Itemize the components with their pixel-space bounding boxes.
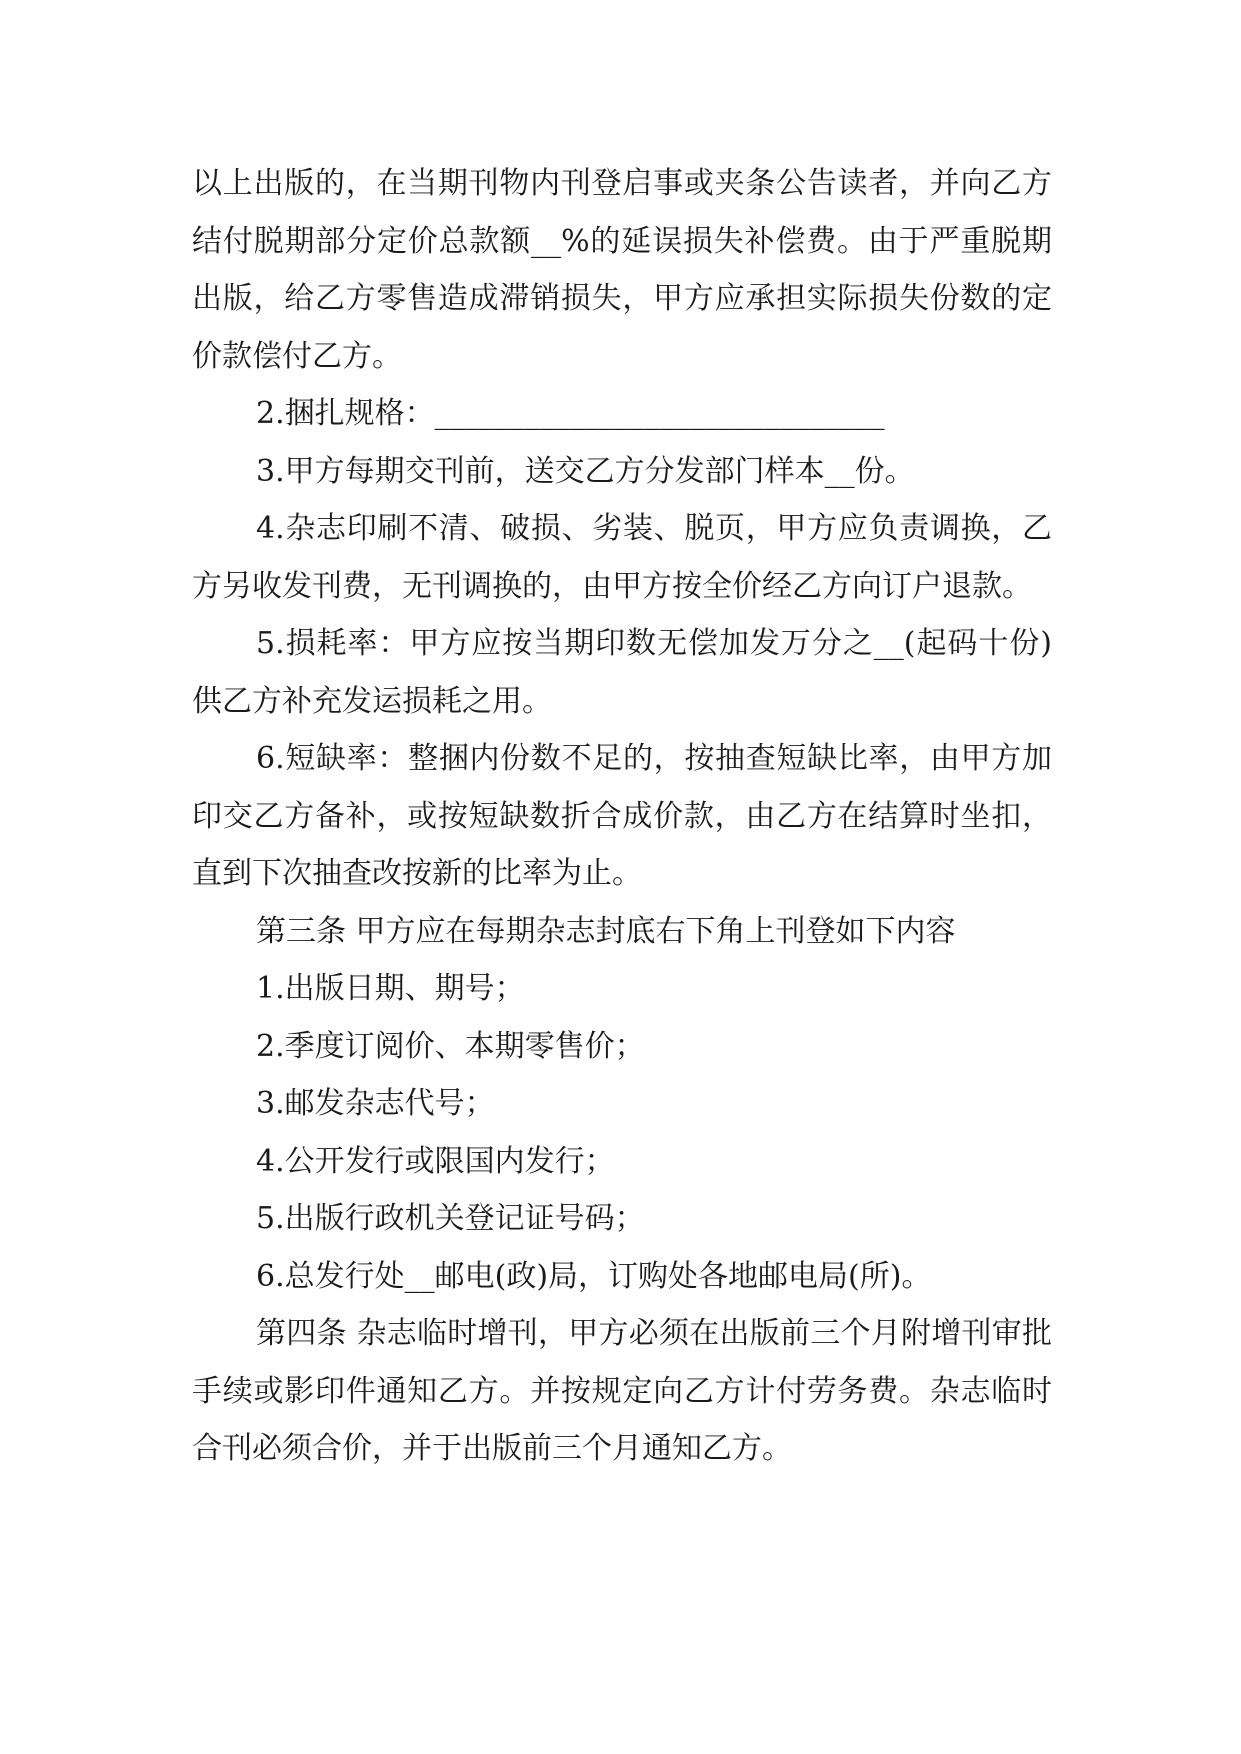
paragraph-bundling-spec: 2.捆扎规格：______________________________ (256, 396, 885, 431)
paragraph-loss-rate: 5.损耗率：甲方应按当期印数无偿加发万分之__(起码十份)供乙方补充发运损耗之用。 (192, 626, 1052, 719)
document-body (192, 155, 1052, 1478)
article-3-item-4: 4.公开发行或限国内发行； (256, 1143, 615, 1179)
article-3-item-1: 1.出版日期、期号； (256, 971, 525, 1006)
article-3-item-3: 3.邮发杂志代号； (256, 1086, 495, 1121)
paragraph-shortage-rate: 6.短缺率：整捆内份数不足的，按抽查短缺比率，由甲方加印交乙方备补，或按短缺数折合成价款，由乙方在结算时坐扣，直到下次抽查改按新的比率为止。 (192, 741, 1052, 891)
paragraph-delay-compensation: 以上出版的，在当期刊物内刊登启事或夹条公告读者，并向乙方结付脱期部分定价总款额__%的延误损失补偿费。由于严重脱期出版，给乙方零售造成滞销损失，甲方应承担实际损失份数的定价款偿付乙方。 (192, 166, 1052, 374)
article-3-item-6: 6.总发行处__邮电(政)局，订购处各地邮电局(所)。 (256, 1258, 932, 1294)
paragraph-defect-exchange: 4.杂志印刷不清、破损、劣装、脱页，甲方应负责调换，乙方另收发刊费，无刊调换的，由甲方按全价经乙方向订户退款。 (192, 511, 1052, 604)
article-3-item-2: 2.季度订阅价、本期零售价； (256, 1028, 645, 1064)
article-3-heading: 第三条 甲方应在每期杂志封底右下角上刊登如下内容 (256, 913, 956, 949)
paragraph-sample-copies: 3.甲方每期交刊前，送交乙方分发部门样本__份。 (256, 453, 915, 489)
article-3-item-5: 5.出版行政机关登记证号码； (256, 1201, 645, 1236)
article-4-paragraph: 第四条 杂志临时增刊，甲方必须在出版前三个月附增刊审批手续或影印件通知乙方。并按规定向乙方计付劳务费。杂志临时合刊必须合价，并于出版前三个月通知乙方。 (192, 1316, 1052, 1466)
